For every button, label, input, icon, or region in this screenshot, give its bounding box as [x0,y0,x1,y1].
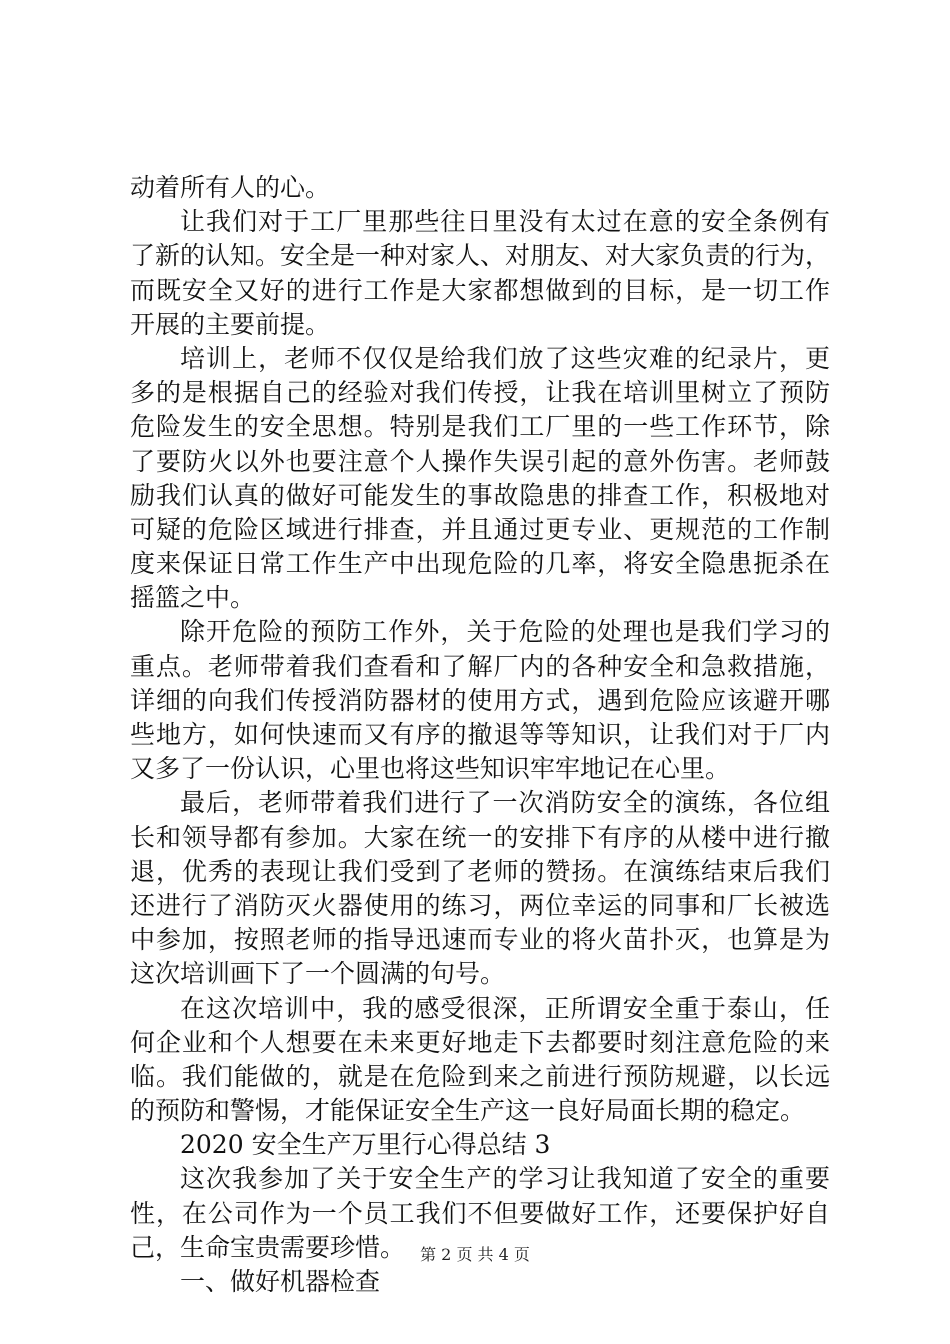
page-number-footer: 第 2 页 共 4 页 [420,1245,530,1264]
text-line: 了要防火以外也要注意个人操作失误引起的意外伤害。老师鼓 [130,446,830,476]
text-line: 让我们对于工厂里那些往日里没有太过在意的安全条例有 [180,207,830,237]
text-line: 长和领导都有参加。大家在统一的安排下有序的从楼中进行撤 [130,822,830,852]
text-line: 中参加，按照老师的指导迅速而专业的将火苗扑灭，也算是为 [130,925,830,955]
text-line: 励我们认真的做好可能发生的事故隐患的排查工作，积极地对 [130,480,830,510]
text-line: 多的是根据自己的经验对我们传授，让我在培训里树立了预防 [130,378,830,408]
text-line: 还进行了消防灭火器使用的练习，两位幸运的同事和厂长被选 [130,890,830,920]
document-body [130,171,830,1299]
text-line: 最后，老师带着我们进行了一次消防安全的演练，各位组 [180,788,830,818]
text-line: 临。我们能做的，就是在危险到来之前进行预防规避，以长远 [130,1061,830,1091]
text-line: 摇篮之中。 [130,583,256,613]
text-line: 动着所有人的心。 [130,173,331,202]
text-line: 在这次培训中，我的感受很深，正所谓安全重于泰山，任 [180,993,830,1023]
text-line: 度来保证日常工作生产中出现危险的几率，将安全隐患扼杀在 [130,549,830,579]
text-line: 退，优秀的表现让我们受到了老师的赞扬。在演练结束后我们 [130,856,830,886]
text-line: 重点。老师带着我们查看和了解厂内的各种安全和急救措施， [130,651,830,681]
text-line: 了新的认知。安全是一种对家人、对朋友、对大家负责的行为， [130,241,831,271]
text-line: 又多了一份认识，心里也将这些知识牢牢地记在心里。 [130,754,731,784]
text-line: 些地方，如何快速而又有序的撤退等等知识，让我们对于厂内 [130,720,830,749]
text-line: 而既安全又好的进行工作是大家都想做到的目标，是一切工作 [130,275,830,305]
text-line: 可疑的危险区域进行排查，并且通过更专业、更规范的工作制 [130,514,830,544]
text-line: 己，生命宝贵需要珍惜。 [130,1232,406,1262]
text-line: 开展的主要前提。 [130,309,331,339]
text-line: 培训上，老师不仅仅是给我们放了这些灾难的纪录片，更 [180,343,830,373]
text-line: 详细的向我们传授消防器材的使用方式，遇到危险应该避开哪 [130,685,830,715]
list-heading: 一、做好机器检查 [180,1267,381,1296]
text-line: 危险发生的安全思想。特别是我们工厂里的一些工作环节，除 [130,412,830,442]
text-line: 性，在公司作为一个员工我们不但要做好工作，还要保护好自 [130,1198,830,1228]
text-line: 这次我参加了关于安全生产的学习让我知道了安全的重要 [180,1164,830,1194]
text-line: 除开危险的预防工作外，关于危险的处理也是我们学习的 [180,617,830,647]
text-line: 这次培训画下了一个圆满的句号。 [130,959,506,989]
section-heading: 2020 安全生产万里行心得总结 3 [180,1130,551,1160]
text-line: 的预防和警惕，才能保证安全生产这一良好局面长期的稳定。 [130,1096,806,1126]
text-line: 何企业和个人想要在未来更好地走下去都要时刻注意危险的来 [130,1027,830,1057]
